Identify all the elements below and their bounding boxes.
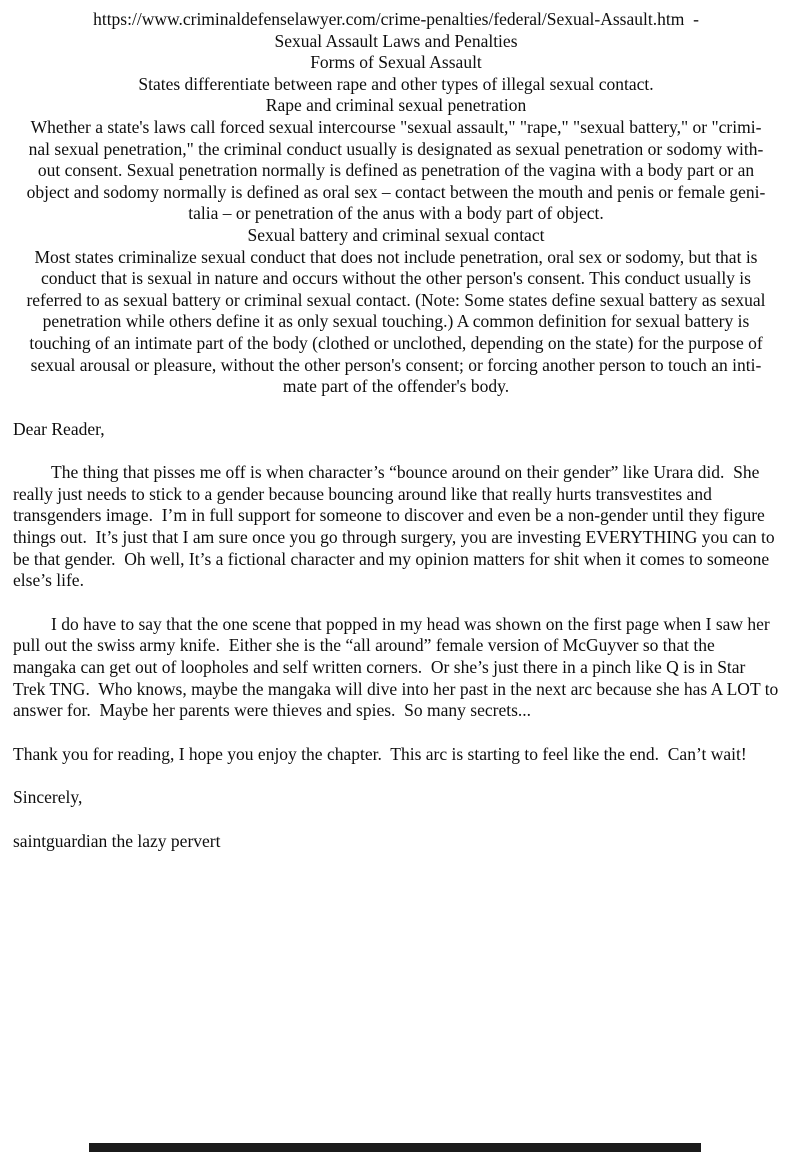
next-page-top-edge [89, 1143, 701, 1152]
section1-text-line: talia – or penetration of the anus with a body part of object. [188, 203, 604, 224]
section2-text-line: mate part of the offender's body. [282, 376, 510, 397]
source-url-text: https://www.criminaldefenselawyer.com/crime-penalties/federal/Sexual-Assault.htm - [93, 9, 699, 29]
excerpt-subtitle: Forms of Sexual Assault [310, 52, 482, 73]
section1-text-line: out consent. Sexual penetration normally is defined as penetration of the vagina with a body part or an [37, 160, 755, 181]
section-heading-rape-and-criminal-sexual-penetration: Rape and criminal sexual penetration [265, 95, 527, 116]
letter-paragraph-1: The thing that pisses me off is when character’s “bounce around on their gender” like Urara did. She really just needs to stick to a gender because bouncing around like that really hurts transvestites and transgenders image. I’m in full support for someone to discover and even be a non-gender until they figure things out. It’s just that I am sure once you go through surgery, you are investing EVERYTHING you can to be that gender. Oh well, It’s a fictional character and my opinion matters for shit when it comes to someone else’s life. [13, 462, 779, 591]
section2-text-line: conduct that is sexual in nature and occurs without the other person's consent. This conduct usually is [41, 268, 751, 289]
letter-signature: saintguardian the lazy pervert [13, 831, 221, 851]
letter-paragraph-3: Thank you for reading, I hope you enjoy the chapter. This arc is starting to feel like the end. Can’t wait! [13, 743, 747, 764]
section-heading-sexual-battery-and-criminal-sexual-contact: Sexual battery and criminal sexual contact [247, 224, 545, 245]
letter-paragraph-2: I do have to say that the one scene that popped in my head was shown on the first page when I saw her pull out the swiss army knife. Either she is the “all around” female version of McGuyver so that the mangaka can get out of loopholes and self written corners. Or she’s just there in a pinch like Q is in Star Trek TNG. Who knows, maybe the mangaka will dive into her past in the next arc because she has A LOT to answer for. Maybe her parents were thieves and spies. So many secrets... [13, 613, 783, 721]
excerpt-intro: States differentiate between rape and other types of illegal sexual contact. [138, 73, 654, 94]
section2-text-line: touching of an intimate part of the body (clothed or unclothed, depending on the state) for the purpose of [29, 332, 763, 353]
legal-excerpt-block [13, 9, 779, 398]
section1-text-line: Whether a state's laws call forced sexual intercourse "sexual assault," "rape," "sexual battery," or "crimi- [30, 116, 762, 137]
letter-closing: Sincerely, [13, 787, 83, 808]
section1-text-line: nal sexual penetration," the criminal conduct usually is designated as sexual penetration or sodomy with- [28, 138, 764, 159]
section2-text-line: Most states criminalize sexual conduct that does not include penetration, oral sex or sodomy, but that is [34, 246, 758, 267]
author-letter [13, 418, 783, 853]
section2-text-line: penetration while others define it as only sexual touching.) A common definition for sexual battery is [42, 311, 750, 332]
letter-salutation: Dear Reader, [13, 418, 105, 439]
excerpt-title: Sexual Assault Laws and Penalties [274, 30, 518, 51]
section2-text-line: sexual arousal or pleasure, without the other person's consent; or forcing another person to touch an inti- [30, 354, 762, 375]
section1-text-line: object and sodomy normally is defined as oral sex – contact between the mouth and penis or female geni- [26, 181, 766, 202]
section2-text-line: referred to as sexual battery or criminal sexual contact. (Note: Some states define sexual battery as sexual [26, 289, 766, 310]
